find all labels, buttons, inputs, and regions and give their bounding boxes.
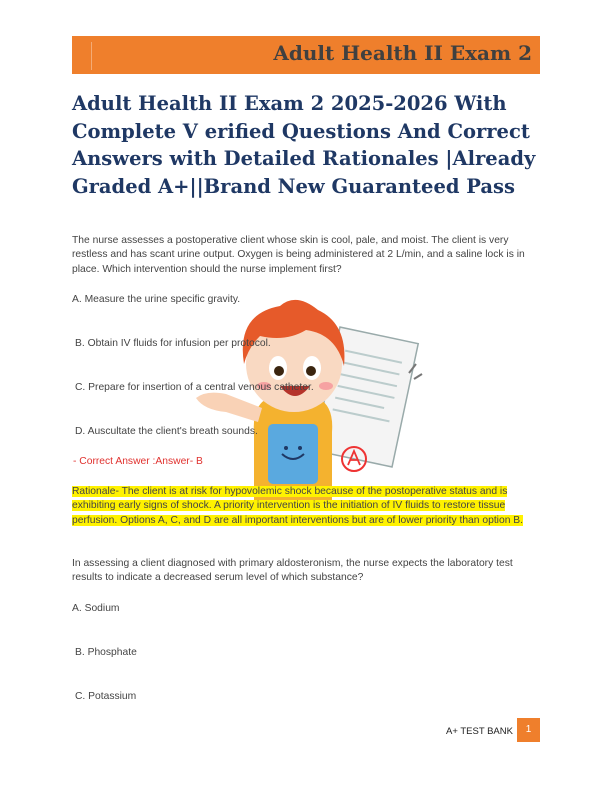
document-title [72, 90, 542, 200]
question-1-option-d: D. Auscultate the client's breath sounds. [75, 426, 258, 437]
rationale-text: Rationale- The client is at risk for hypovolemic shock because of the postoperative status and is exhibiting early signs of shock. A priority intervention is the initiation of IV fluids to restore tissue perfusion. Options A, C, and D are all important interventions but are of lower priority than option B. [72, 486, 524, 526]
title-line: Complete V erified Questions And Correct [72, 119, 530, 143]
title-line: Answers with Detailed Rationales |Already [72, 147, 536, 170]
question-1-option-b: B. Obtain IV fluids for infusion per protocol. [75, 338, 271, 349]
question-1-option-c: C. Prepare for insertion of a central venous catheter. [75, 382, 314, 393]
question-2-option-a: A. Sodium [72, 603, 120, 614]
cartoon-student-illustration [196, 294, 428, 500]
footer-label: A+ TEST BANK [446, 726, 513, 737]
question-2-option-c: C. Potassium [75, 691, 137, 702]
question-2-option-b: B. Phosphate [75, 647, 137, 658]
rationale [72, 485, 540, 528]
page-number: 1 [517, 718, 540, 742]
banner-divider [91, 42, 92, 70]
question-1-option-a: A. Measure the urine specific gravity. [72, 294, 241, 305]
title-line: Graded A+||Brand New Guaranteed Pass [72, 174, 516, 198]
banner-title: Adult Health II Exam 2 [273, 41, 532, 65]
question-2-text: In assessing a client diagnosed with primary aldosteronism, the nurse expects the laboratory test results to indicate a decreased serum level of which substance? [72, 558, 513, 584]
title-line: Adult Health II Exam 2 2025-2026 With [72, 92, 507, 115]
correct-answer: - Correct Answer :Answer- B [73, 456, 203, 467]
question-1-text: The nurse assesses a postoperative client whose skin is cool, pale, and moist. The client is very restless and has scant urine output. Oxygen is being administered at 2 L/min, and a saline lock is in place. Which intervention should the nurse implement first? [72, 235, 525, 275]
header-banner [72, 36, 540, 74]
